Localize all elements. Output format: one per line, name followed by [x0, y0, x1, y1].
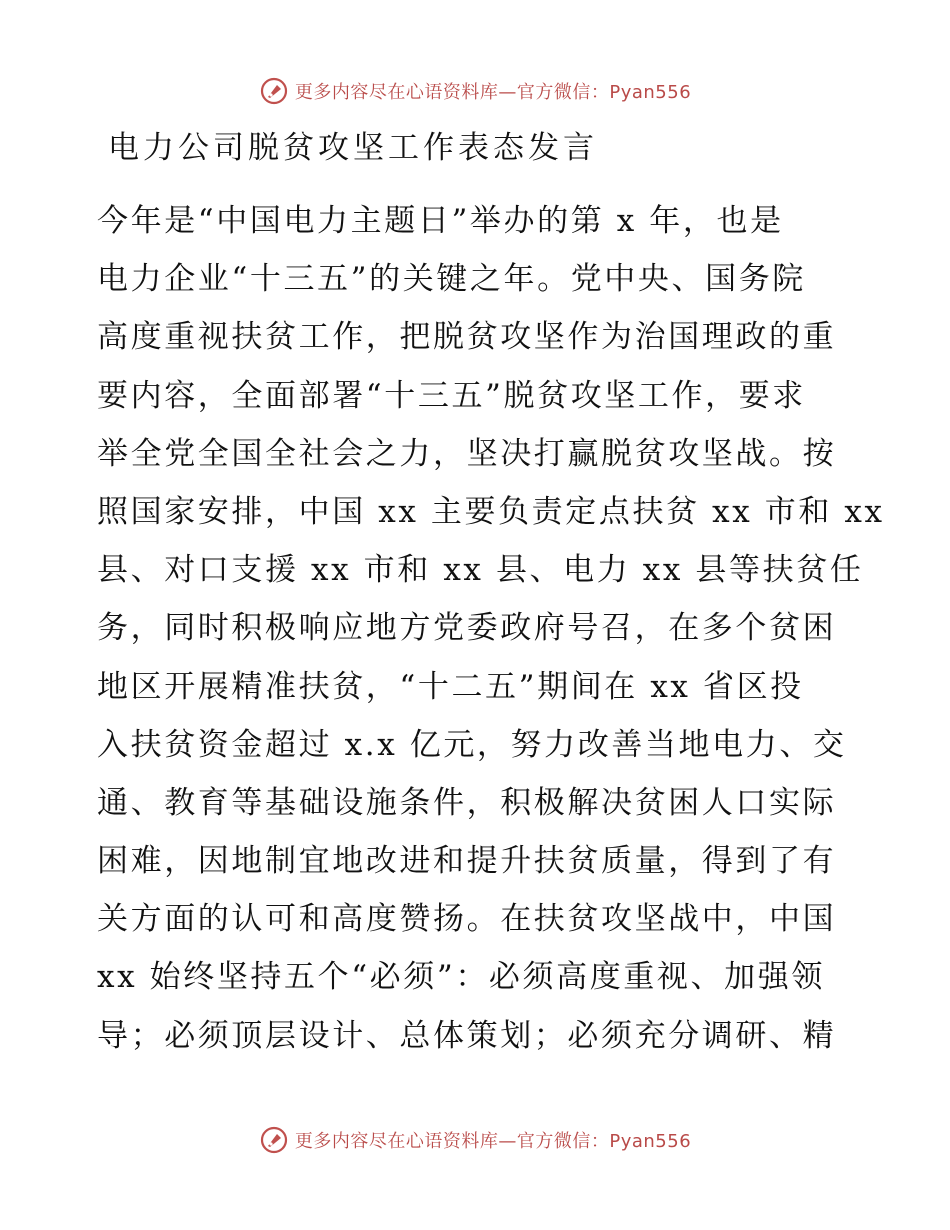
body-line: 关方面的认可和高度赞扬。在扶贫攻坚战中，中国: [97, 901, 837, 938]
body-line: 通、教育等基础设施条件，积极解决贫困人口实际: [97, 784, 837, 821]
header-banner-text: 更多内容尽在心语资料库—官方微信：Pyan556: [294, 82, 692, 103]
pen-nib-icon: [259, 1125, 289, 1155]
body-line: xx 始终坚持五个“必须”：必须高度重视、加强领: [97, 959, 825, 996]
header-banner: [0, 71, 950, 111]
body-line: 务，同时积极响应地方党委政府号召，在多个贫困: [97, 610, 837, 647]
body-line: 高度重视扶贫工作，把脱贫攻坚作为治国理政的重: [97, 319, 837, 356]
document-body: [97, 194, 885, 1067]
body-line: 照国家安排，中国 xx 主要负责定点扶贫 xx 市和 xx: [97, 493, 885, 530]
body-line: 入扶贫资金超过 x.x 亿元，努力改善当地电力、交: [97, 726, 847, 763]
document-title: 电力公司脱贫攻坚工作表态发言: [108, 130, 598, 166]
body-line: 要内容，全面部署“十三五”脱贫攻坚工作，要求: [97, 377, 806, 414]
body-line: 电力企业“十三五”的关键之年。党中央、国务院: [97, 261, 806, 298]
body-line: 今年是“中国电力主题日”举办的第 x 年，也是: [97, 203, 784, 239]
body-line: 困难，因地制宜地改进和提升扶贫质量，得到了有: [97, 843, 837, 880]
body-line: 导；必须顶层设计、总体策划；必须充分调研、精: [97, 1017, 837, 1054]
footer-banner-text: 更多内容尽在心语资料库—官方微信：Pyan556: [294, 1131, 692, 1152]
body-line: 举全党全国全社会之力，坚决打赢脱贫攻坚战。按: [97, 435, 837, 472]
footer-banner: [0, 1120, 950, 1160]
body-line: 地区开展精准扶贫，“十二五”期间在 xx 省区投: [97, 668, 804, 705]
body-line: 县、对口支援 xx 市和 xx 县、电力 xx 县等扶贫任: [97, 552, 864, 589]
pen-nib-icon: [259, 76, 289, 106]
